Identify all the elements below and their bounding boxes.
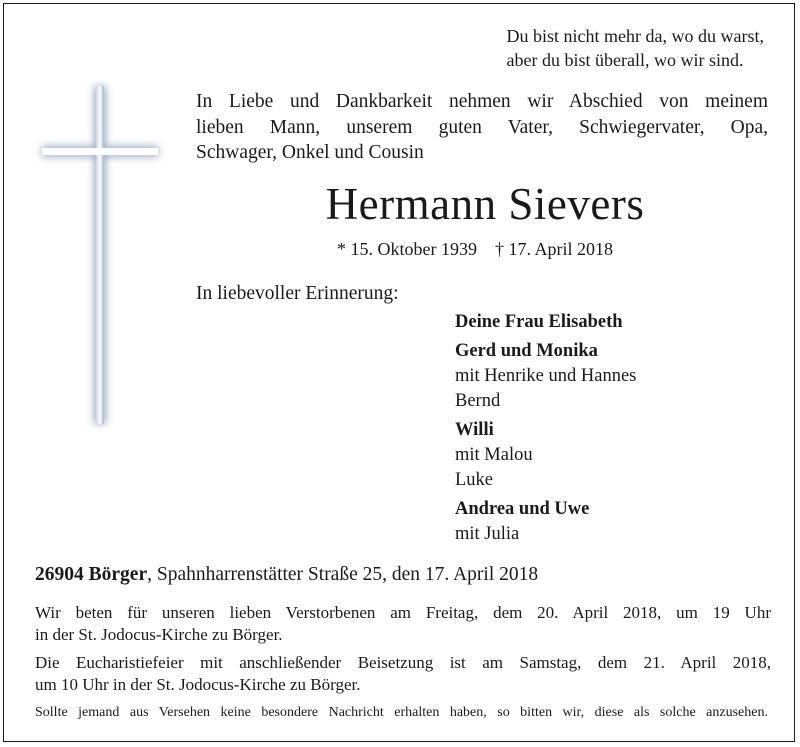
- funeral-info: [35, 652, 771, 696]
- quote-line: aber du bist überall, wo wir sind.: [506, 50, 744, 70]
- family-member: mit Malou: [455, 445, 533, 465]
- intro-text: [196, 89, 768, 166]
- quote: [507, 24, 764, 72]
- service-info: [35, 602, 771, 646]
- family-group: [455, 339, 636, 414]
- family-head: Andrea und Uwe: [455, 499, 590, 519]
- intro-line: In Liebe und Dankbarkeit nehmen wir Abschied von meinem: [196, 91, 768, 112]
- birth-date: * 15. Oktober 1939: [337, 239, 477, 259]
- address-line: [35, 564, 538, 586]
- family-head: Deine Frau Elisabeth: [455, 312, 623, 332]
- family-list: [455, 310, 636, 551]
- family-group: [455, 418, 636, 493]
- funeral-line: Die Eucharistiefeier mit anschließender Beisetzung ist am Samstag, dem 21. April 2018,: [35, 653, 771, 672]
- funeral-line: um 10 Uhr in der St. Jodocus-Kirche zu Börger.: [35, 675, 361, 694]
- death-date: † 17. April 2018: [494, 239, 613, 259]
- quote-line: Du bist nicht mehr da, wo du warst,: [506, 26, 764, 46]
- intro-line: lieben Mann, unserem guten Vater, Schwiegervater, Opa,: [196, 116, 768, 138]
- family-member: mit Henrike und Hannes: [455, 366, 637, 386]
- family-group: [455, 310, 636, 335]
- memory-label: In liebevoller Erinnerung:: [196, 283, 399, 304]
- family-member: Luke: [455, 470, 494, 490]
- cross-icon: [36, 80, 166, 430]
- service-line: Wir beten für unseren lieben Verstorbenen am Freitag, dem 20. April 2018, um 19 Uhr: [35, 603, 771, 622]
- address-place: 26904 Börger: [35, 564, 148, 585]
- family-group: [455, 497, 636, 547]
- footnote: Sollte jemand aus Versehen keine besondere Nachricht erhalten haben, so bitten wir, diese als solche anzusehen.: [35, 705, 768, 720]
- family-member: Bernd: [455, 391, 501, 411]
- family-head: Gerd und Monika: [455, 341, 598, 361]
- service-line: in der St. Jodocus-Kirche zu Börger.: [35, 625, 283, 644]
- life-dates: [337, 239, 613, 260]
- family-member: mit Julia: [455, 524, 520, 544]
- deceased-name: Hermann Sievers: [325, 179, 645, 229]
- address-rest: , Spahnharrenstätter Straße 25, den 17. April 2018: [147, 564, 539, 585]
- family-head: Willi: [455, 420, 494, 440]
- intro-line: Schwager, Onkel und Cousin: [196, 142, 424, 163]
